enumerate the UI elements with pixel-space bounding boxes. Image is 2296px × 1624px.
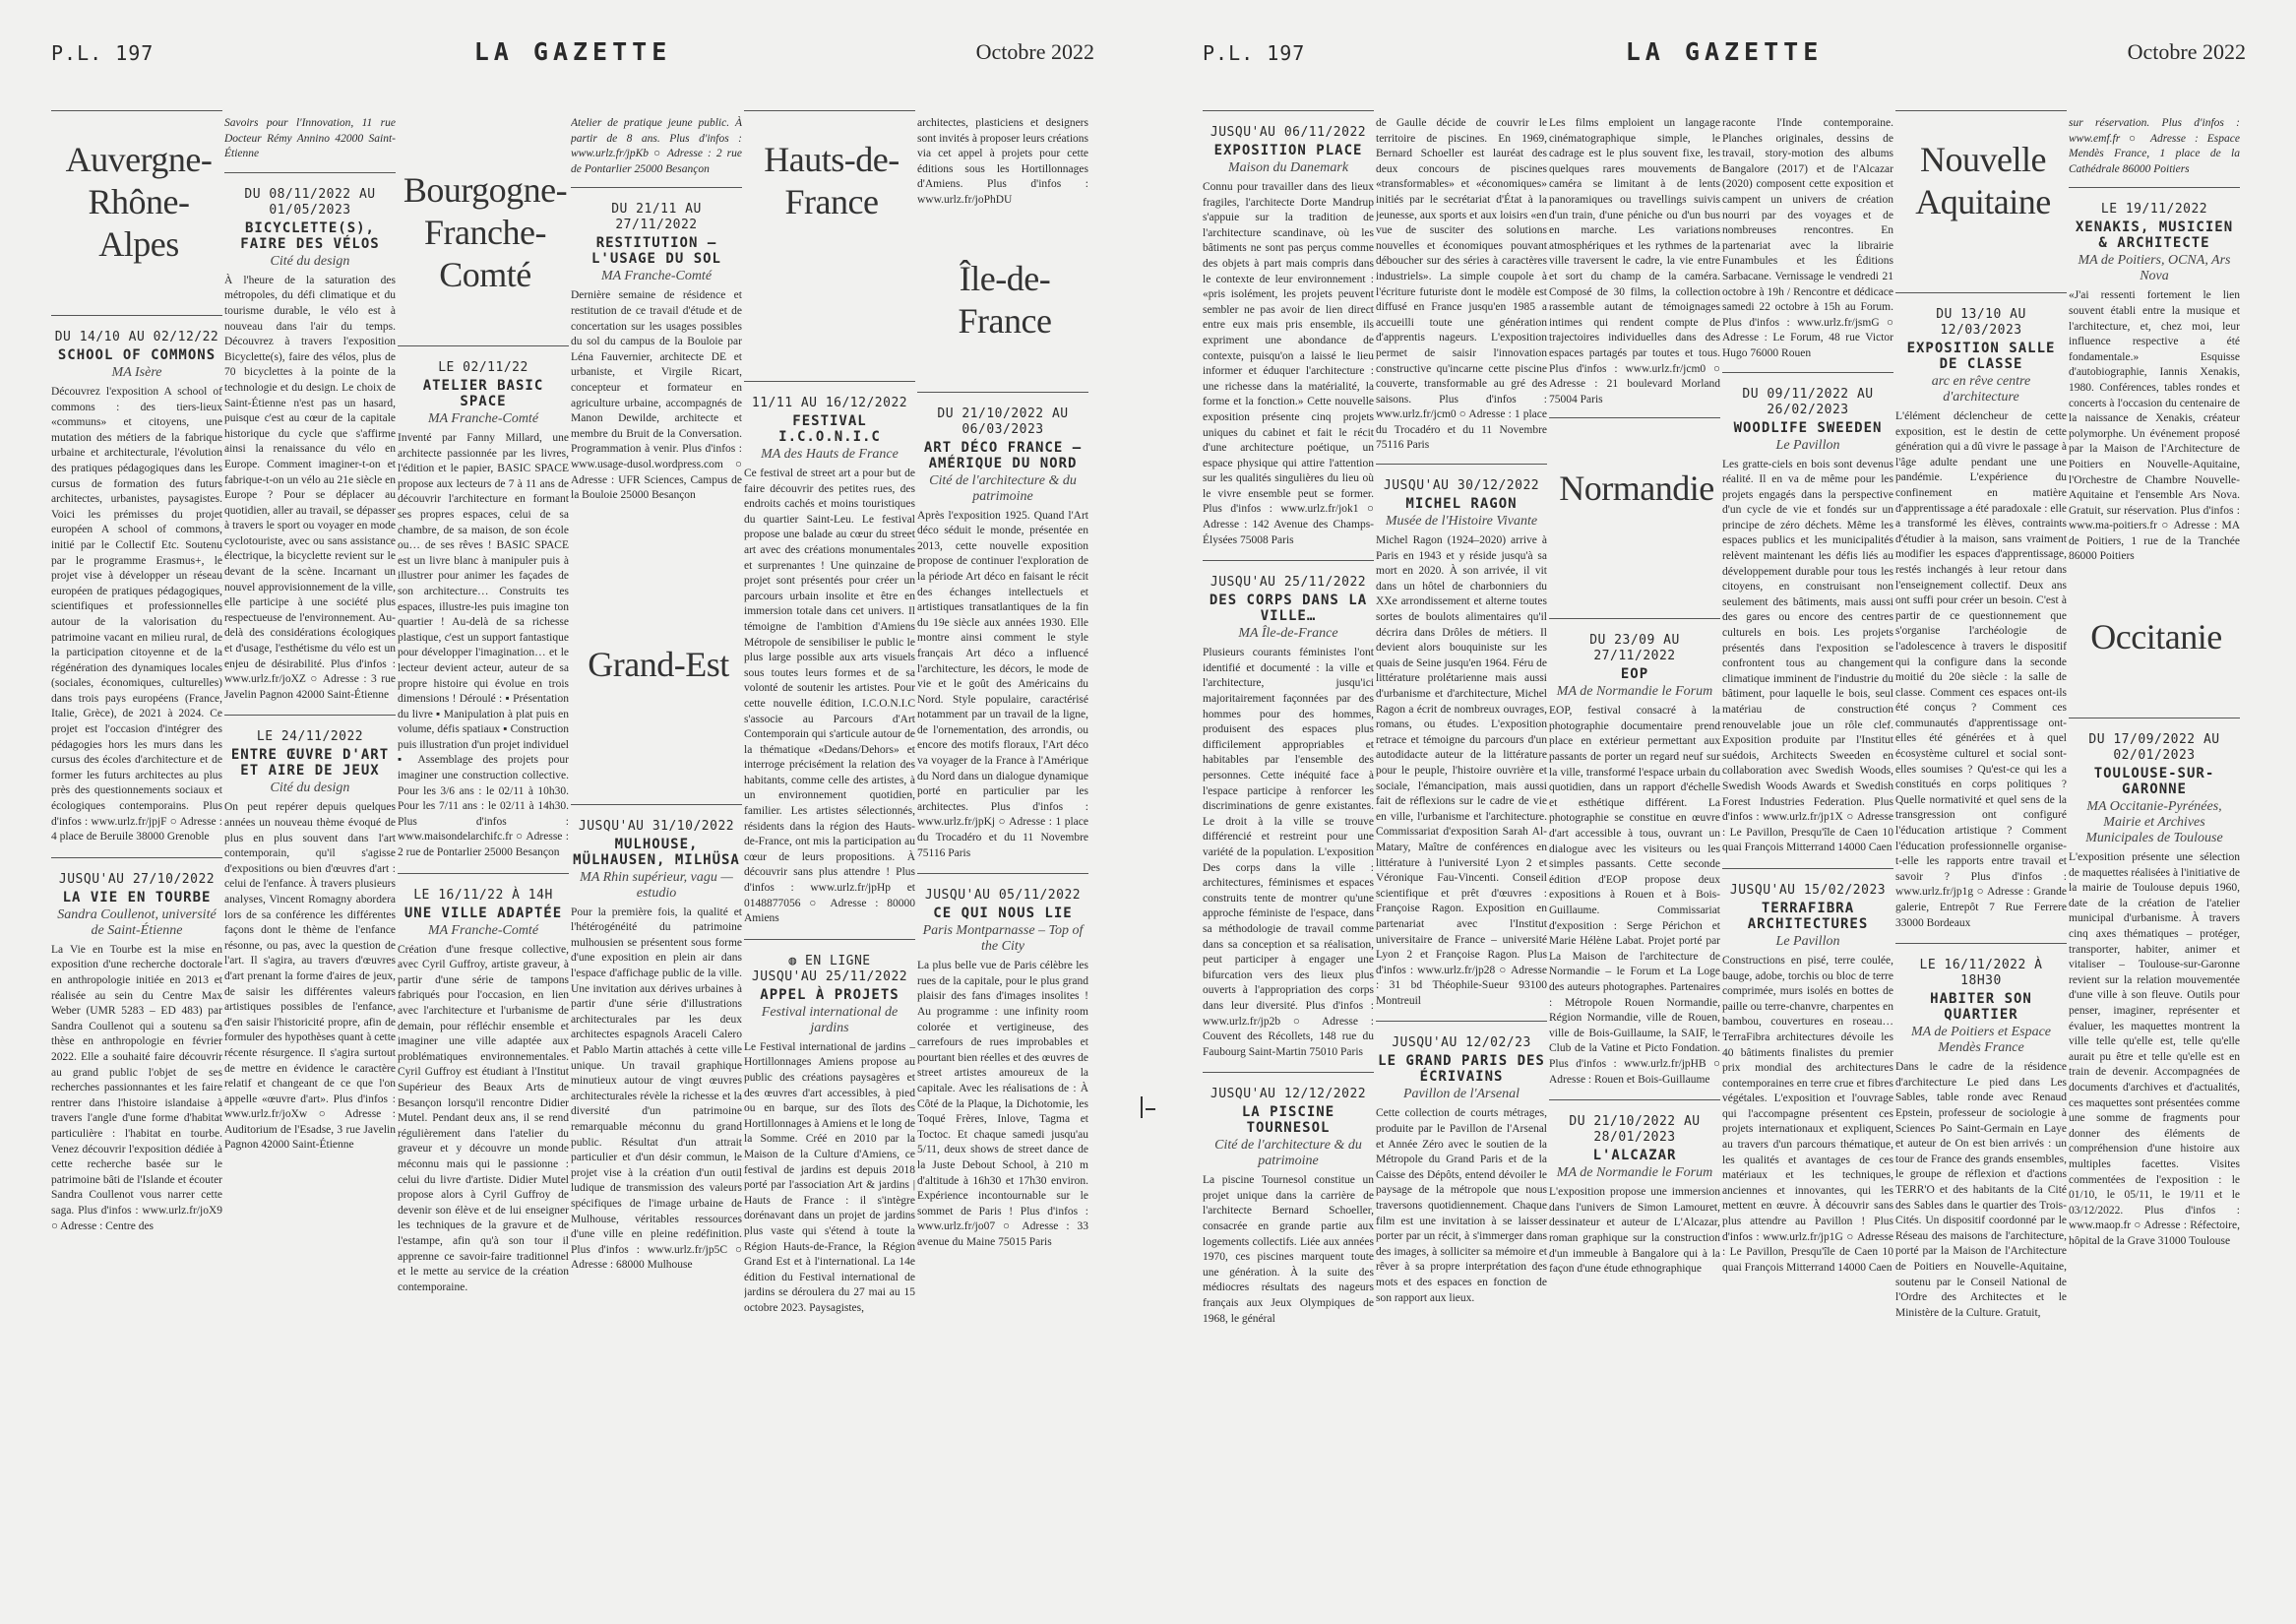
event-venue: MA Occitanie-Pyrénées, Mairie et Archives Municipales de Toulouse [2085,799,2223,846]
event-date: JUSQU'AU 27/10/2022 [58,871,216,887]
issue-date: Octobre 2022 [975,39,1094,64]
event-date: LE 19/11/2022 [2100,202,2208,218]
continued-text: Atelier de pratique jeune public. À partir de 8 ans. Plus d'infos : www.urlz.fr/jpKb ○ Adresse : 2 rue de Pontarlier 25000 Besançon [571,117,742,175]
event-title: LA VIE EN TOURBE [62,889,212,906]
column-4 [1722,110,1897,1606]
column-6 [2069,110,2244,1606]
event-entry [571,188,746,515]
event-venue: MA Franche-Comté [427,411,539,426]
event-date: DU 21/10/2022 AU 28/01/2023 [1569,1114,1701,1146]
continued-text: architectes, plasticiens et designers sont invités à proposer leurs créations via cet appel à projets pour cette éditions sous les Hortillonnages d'Amiens. Plus d'infos : www.urlz.fr/joPhDU [917,117,1088,206]
column-2 [1376,110,1551,1606]
event-title: MULHOUSE, MÜLHAUSEN, MILHÜSA [573,836,740,868]
event-body: Découvrez l'exposition A school of commons : des tiers-lieux «communs» et citoyens, une mutation des métiers de la fabrique urbaine et architecturale, l'évolution des pratiques pédagogiques dans les cursus de formation des futurs architectes, urbanistes, paysagistes. Voici les prémisses du projet européen A school of commons, initié par le Collectif Etc. Soutenu par le programme Erasmus+, le projet vise à développer un réseau européen de pratiques pédagogiques, scientifiques et professionnelles autour de la valorisation du patrimoine vacant en milieu rural, de la participation citoyenne et de la régénération des dynamiques locales (sociales, économiques, culturelles) dans trois pays européens (France, Italie, Grèce), de 2021 à 2024. Ce projet est l'occasion d'intégrer des pédagogies hors les murs dans les cursus des écoles d'architecture et de former les futurs architectes au plus près des questionnements sociaux et écologiques contemporains. Plus d'infos : www.urlz.fr/jpjF ○ Adresse : 4 place de Beruile 38000 Grenoble [51,386,222,843]
event-body: Après l'exposition 1925. Quand l'Art déco séduit le monde, présentée en 2013, cette nouvelle exposition propose de continuer l'exploration de la période Art déco en faisant le récit des échanges intellectuels et artistiques transatlantiques de la fin du 19e siècle aux années 1930. Elle montre ainsi comment le style français Art déco a influencé l'architecture, les décors, le mode de vie et le goût des Américains du Nord. Style populaire, caractérisé notamment par un travail de la ligne, de l'ornementation, des arrondis, ou encore des motifs floraux, l'Art déco va voyager de la France à l'Amérique du Nord dans un dialogue dynamique porté en particulier par les architectes. Plus d'infos : www.urlz.fr/jpKj ○ Adresse : 1 place du Trocadéro et du 11 Novembre 75116 Paris [917,509,1088,859]
event-body: L'exposition propose une immersion dans l'univers de Simon Lamouret, dessinateur et auteur de L'Alcazar, roman graphique sur la construction d'un immeuble à Bangalore qui à la façon d'une étude ethnographique [1549,1186,1720,1276]
page-header [1203,37,2246,77]
event-date: JUSQU'AU 12/12/2022 [1210,1087,1367,1102]
event-entry [1203,561,1378,1072]
event-entry [1376,465,1551,1021]
event-title: UNE VILLE ADAPTÉE [403,905,563,921]
region-heading: Île-de-France [958,258,1052,341]
event-venue: Festival international de jardins [761,1004,899,1035]
page-number: P.L. 197 [51,41,155,65]
fold-mark [1130,1096,1155,1122]
masthead: LA GAZETTE [1625,37,1824,66]
column-5 [744,110,919,1606]
region-heading: Hauts-de-France [764,140,900,221]
event-date: LE 24/11/2022 [256,729,364,745]
event-body: Cette collection de courts métrages, produite par le Pavillon de l'Arsenal et Année Zéro avec le soutien de la Métropole du Grand Paris et de la Caisse des Dépôts, entend dévoiler le paysage de la métropole que nous traversons quotidiennement. Chaque film est une invitation à se laisser porter par un récit, à s'immerger dans des images, à solliciter sa mémoire et rêver à sa propre interprétation des mots et des espaces en fonction de son rapport aux lieux. [1376,1107,1547,1304]
column-5 [1895,110,2071,1606]
event-title: ENTRE ŒUVRE D'ART ET AIRE DE JEUX [230,747,390,780]
event-title: LA PISCINE TOURNESOL [1241,1104,1335,1137]
region-heading: Bourgogne-Franche-Comté [403,170,568,294]
event-date: DU 14/10 AU 02/12/22 [54,330,219,344]
event-entry [917,874,1092,1262]
event-entry [224,716,400,1165]
event-body: Michel Ragon (1924–2020) arrive à Paris en 1943 et y réside jusqu'à sa mort en 2020. À son arrivée, il vit dans un hôtel de charbonniers du XXe arrondissement et alterne toutes sortes de boulots alimentaires qu'il décrira dans Drôles de métiers. Il devient alors bouquiniste sur les quais de Seine jusqu'en 1964. Féru de littérature prolétarienne mais aussi d'urbanisme et d'architecture, Michel Ragon a écrit de nombreux ouvrages, romans, ou études. L'exposition retrace et témoigne du parcours d'un autodidacte auteur de la littérature pour le peuple, l'histoire ouvrière et sociale, l'émancipation, mais aussi fait de réflexions sur le cadre de vie en ville, l'urbanisme et l'architecture. Commissariat d'exposition Sarah Al-Matary, Maître de conférences en littérature à l'université Lyon 2 et Véronique Fau-Vincenti. Conseil scientifique et prêt d'œuvres : Françoise Ragon. Exposition en partenariat avec l'Institut universitaire de France – université Lyon 2 et Françoise Ragon. Plus d'infos : www.urlz.fr/jp28 ○ Adresse : 31 bd Théophile-Sueur 93100 Montreuil [1376,534,1547,1007]
event-date: DU 08/11/2022 AU 01/05/2023 [244,186,376,218]
event-title: L'ALCAZAR [1592,1148,1677,1164]
event-title: FESTIVAL I.C.O.N.I.C [778,413,881,445]
event-date: 11/11 AU 16/12/2022 [751,396,908,410]
event-entry [1549,1100,1724,1289]
region-heading: Grand-Est [588,644,729,684]
event-date: LE 16/11/22 À 14H [413,887,553,903]
event-body: Pour la première fois, la qualité et l'hétérogénéité du patrimoine mulhousien se présentent sous forme d'une exposition en plein air dans l'espace d'affichage public de la ville. Une invitation aux dérives urbaines à partir d'une série d'illustrations architecturales par les deux architectes espagnols Araceli Calero et Pablo Martin attachés à cette ville unique. Un travail graphique minutieux autour de vingt œuvres architecturales révèle la richesse et la diversité d'un patrimoine remarquable méconnu du grand public. Résultat d'un attrait particulier et d'un désir commun, le projet vise à la création d'un outil ludique de transmission des valeurs spécifiques de l'image urbaine de Mulhouse, véritables ressources d'une ville en pleine redéfinition. Plus d'infos : www.urlz.fr/jp5C ○ Adresse : 68000 Mulhouse [571,906,742,1272]
event-entry [917,393,1092,874]
event-body: EOP, festival consacré à la photographie documentaire prend place en extérieur permettant aux passants de porter un regard neuf sur la ville, transformé l'espace urbain du quotidien, dans un rapport d'échelle et esthétique différent. La photographie se constitue en œuvre d'art accessible à tous, ouvrant un dialogue avec les visiteurs ou les simples passants. Cette seconde édition d'EOP propose deux expositions à Rouen et à Bois-Guillaume. Commissariat d'exposition : Serge Périchon et Marie Hélène Labat. Projet porté par La Maison de l'architecture de Normandie – le Forum et La Loge des auteurs photographes. Partenaires : Métropole Rouen Normandie, Région Normandie, ville de Rouen, ville de Bois-Guillaume, la SAIF, le Club de la Vatine et Picto Fondation. Plus d'infos : www.urlz.fr/jpHB ○ Adresse : Rouen et Bois-Guillaume [1549,705,1720,1086]
event-title: RESTITUTION – L'USAGE DU SOL [590,235,721,268]
event-entry [1722,373,1897,868]
region-heading: Normandie [1559,468,1714,509]
event-venue: Musée de l'Histoire Vivante [1385,514,1538,530]
page-header [51,37,1094,77]
continued-text: sur réservation. Plus d'infos : www.emf.fr ○ Adresse : Espace Mendès France, 1 place de la Cathédrale 86000 Poitiers [2069,117,2240,175]
event-body: À l'heure de la saturation des métropoles, du défi climatique et du tourisme durable, le vélo est à nouveau dans l'air du temps. Découvrez à travers l'exposition Bicyclette(s), faire des vélos, plus de 70 bicyclettes à la pointe de la technologie et du design. Le choix de Saint-Étienne n'est pas un hasard, puisque c'est au cœur de la capitale historique du cycle que s'affirme ainsi la renaissance du vélo en Europe. Comment imaginer-t-on et fabrique-t-on un vélo au 21e siècle en Europe ? Pour se déplacer au quotidien, aller au travail, se dépasser à travers le sport ou voyager en mode cyclotouriste, avec ou sans assistance électrique, la bicyclette revient sur le devant de la scène. Incarnant un nouvel approvisionnement de la ville, elle participe à une société plus respectueuse de l'environnement. Au-delà des considérations écologiques et d'usage, l'esthétisme du vélo est un enjeu de désirabilité. Plus d'infos : www.urlz.fr/joXZ ○ Adresse : 3 rue Javelin Pagnon 42000 Saint-Étienne [224,274,396,701]
event-entry [1895,293,2071,943]
event-body: Inventé par Fanny Millard, une architecte passionnée par les livres, l'édition et le papier, BASIC SPACE propose aux lecteurs de 7 à 11 ans de découvrir l'architecture en formant ses propres espaces, celui de sa chambre, de sa maison, de son école ou… de ses rêves ! BASIC SPACE est un livre blanc à manipuler puis à illustrer pour animer les façades de son architecture… Construits tes espaces, illustre-les puis imagine ton quartier ! Au-delà de sa richesse plastique, c'est un support fantastique pour développer l'imagination… et le lecteur devient acteur, auteur de sa propre histoire qui évolue en trois dimensions ! Déroulé : ▪ Présentation du livre ▪ Manipulation à plat puis en volume, défis spatiaux ▪ Construction puis illustration d'un projet individuel ▪ Assemblage des projets pour imaginer une construction collective. Pour les 3/6 ans : le 02/11 à 10h30. Pour les 7/11 ans : le 02/11 à 14h30. Plus d'infos : www.maisondelarchifc.fr ○ Adresse : 2 rue de Pontarlier 25000 Besançon [398,432,569,859]
event-venue: MA de Poitiers et Espace Mendès France [1910,1025,2052,1056]
event-entry [1722,869,1897,1287]
masthead: LA GAZETTE [473,37,672,66]
event-body: Les gratte-ciels en bois sont devenus réalité. Il en va de même pour les projets engagés dans la perspective d'un cycle de vie et fondés sur un principe de zéro déchets. Même les espaces publics et les municipalités relèvent maintenant les défis liés au développement durable pour tous les citoyens, en construisant non seulement des bâtiments, mais aussi des gares ou encore des centres culturels en bois. Les projets présentés dans l'exposition se confrontent tous au changement climatique imminent de l'industrie du bâtiment, pour laquelle le bois, seul matériau de construction renouvelable joue un rôle clef. Exposition produite par l'Institut suédois, Architects Sweeden en collaboration avec Swedish Woods, Swedish Woods Awards et Swedish Forest Industries Federation. Plus d'infos : www.urlz.fr/jp1X ○ Adresse : Le Pavillon, Presqu'île de Caen 10 quai François Mitterrand 14000 Caen [1722,458,1893,854]
event-entry [571,805,746,1285]
event-entry [1203,1073,1378,1339]
event-body: Connu pour travailler dans des lieux fragiles, l'architecte Dorte Mandrup s'appuie sur la tradition de l'architecture scandinave, où les bâtiments ne sont pas perçus comme des objets à part mais compris dans le contexte de leur environnement : «pris isolément, les projets peuvent sembler ne pas avoir de lien direct entre eux mais pris ensemble, ils expriment une abondance de contexte, puisqu'on a laissé le lieu informer et éduquer l'architecture : une richesse dans la matérialité, la forme et la fonction.» Cette nouvelle exposition présente cinq projets uniques du cabinet et fait le récit d'une architecture poétique, un espace physique qui attire l'attention sur les qualités singulières du lieu où le vivre ensemble peut se former. Plus d'infos : www.urlz.fr/jok1 ○ Adresse : 142 Avenue des Champs-Élysées 75008 Paris [1203,181,1374,546]
event-date: DU 09/11/2022 AU 26/02/2023 [1742,386,1874,417]
column-6 [917,110,1092,1606]
event-body: Le Festival international de jardins – Hortillonnages Amiens propose au public des créations paysagères et des œuvres d'art accessibles, à pied ou en barque, sur des îlots des Hortillonnages à Amiens et le long de la Somme. Créé en 2010 par la Maison de la Culture d'Amiens, ce festival de jardins est depuis 2018 porté par l'association Art & jardins | Hauts de France : il s'intègre dorénavant dans un projet de jardins plus vaste qui s'étend à toute la Région Hauts-de-France, la Région Grand Est et à l'international. La 14e édition du Festival international de jardins se déroulera du 27 mai au 15 octobre 2023. Paysagistes, [744,1040,915,1314]
event-date: JUSQU'AU 30/12/2022 [1383,478,1540,494]
event-venue: Le Pavillon [1775,437,1840,453]
event-body: On peut repérer depuis quelques années un nouveau thème évoqué de plus en plus souvent dans l'art contemporain, qu'il s'agisse d'expositions ou bien d'œuvres d'art : celui de l'enfance. À travers plusieurs analyses, Vincent Romagny abordera lors de sa conférence les différentes façons dont le thème de l'enfance résonne, ou pas, avec la question de l'art. Il s'agira, au travers d'œuvres d'art prenant la forme d'aires de jeux, de saisir les différentes valeurs artistiques possibles de l'enfance, d'en saisir l'historicité propre, afin de formuler des hypothèses quant à cette récente résurgence. Il s'agira surtout de mettre en évidence le caractère relatif et changeant de ce que l'on appelle «œuvre d'art». Plus d'infos : www.urlz.fr/joXw ○ Adresse : Auditorium de l'Esadse, 3 rue Javelin Pagnon 42000 Saint-Étienne [224,801,396,1152]
event-body: L'élément déclencheur de cette exposition, est le destin de cette génération qui a dû vivre le passage à l'âge adulte pendant une une pandémie. L'expérience du confinement en matière d'apprentissage a été paradoxale : elle a transformé les élèves, contraints d'étudier à la maison, sans vraiment modifier les espaces d'apprentissage, restés inchangés à leur retour dans l'enseignement collectif. Deux ans ont suffi pour créer un besoin. C'est à partir de ce questionnement que s'organise l'archéologie de l'adolescence à travers le dispositif qui la configure dans la seconde moitié du 20e siècle : la salle de classe. Comment ces espaces ont-ils été conçus ? Comment ces communautés d'apprentissage ont-elles été générées et à quel écosystème culturel et social sont-elles soumises ? Qu'est-ce qui les a constitués en corps politiques ? Quelle normativité et quel sens de la transgression ont configuré l'éducation artistique ? Comment l'éducation professionnelle organise-t-elle les rapports entre travail et savoir ? Plus d'infos : www.urlz.fr/jp1g ○ Adresse : Grande galerie, Entrepôt 7 Rue Ferrere 33000 Bordeaux [1895,410,2067,929]
event-title: APPEL À PROJETS [760,986,900,1003]
event-date: JUSQU'AU 06/11/2022 [1210,125,1367,140]
event-venue: Sandra Coullenot, université de Saint-Étienne [57,906,217,938]
column-3 [1549,110,1724,1606]
event-date: DU 17/09/2022 AU 02/01/2023 [2088,732,2220,764]
event-venue: Cité du design [270,781,350,796]
event-venue: MA de Normandie le Forum [1556,1165,1713,1181]
event-date: JUSQU'AU 31/10/2022 [578,818,735,834]
event-date: DU 21/11 AU 27/11/2022 [611,202,702,233]
event-entry [744,940,919,1329]
continued-text: Savoirs pour l'Innovation, 11 rue Docteur Rémy Annino 42000 Saint-Étienne [224,117,396,160]
event-title: LE GRAND PARIS DES ÉCRIVAINS [1378,1053,1545,1086]
event-body: Dernière semaine de résidence et restitution de ce travail d'étude et de concertation sur les usages possibles du sol du campus de la Bouloie par Léna Fauvernier, architecte DE et urbaniste, et Virgile Ricart, concepteur et formateur en agriculture urbaine, accompagnés de Manon Dewilde, architecte et membre du Bruit de la Conversation. Programmation à venir. Plus d'infos : www.usage-dusol.wordpress.com ○ Adresse : UFR Sciences, Campus de la Bouloie 25000 Besançon [571,289,742,502]
online-flag: ◍ EN LIGNE [788,953,871,968]
event-title: MICHEL RAGON [1405,496,1518,513]
event-title: CE QUI NOUS LIE [933,906,1073,922]
event-title: TOULOUSE-SUR-GARONNE [2093,766,2215,798]
event-date: JUSQU'AU 25/11/2022 [751,968,908,984]
event-venue: MA des Hauts de France [761,447,899,462]
column-2 [224,110,400,1606]
event-venue: Le Pavillon [1775,933,1840,949]
event-venue: MA Isère [111,365,162,380]
continued-text: raconte l'Inde contemporaine. Planches originales, dessins de travail, story-motion des albums Bangalore (2017) et de l'Alcazar (2020) composent cette exposition et campent un univers de création nourri par des voyages et de nombreuses rencontres. En partenariat avec la librairie Funambules et les Éditions Sarbacane. Vernissage le vendredi 21 octobre à 19h / Rencontre et dédicace samedi 22 octobre à 15h au Forum. Plus d'infos : www.urlz.fr/jsmG ○ Adresse : Le Forum, 48 rue Victor Hugo 76000 Rouen [1722,117,1893,359]
event-entry [744,382,919,939]
event-venue: MA de Poitiers, OCNA, Ars Nova [2078,253,2231,284]
event-entry [224,173,400,716]
event-entry [398,346,573,873]
event-venue: Cité de l'architecture & du patrimoine [929,472,1077,504]
event-venue: Paris Montparnasse – Top of the City [922,923,1084,955]
column-1 [51,110,226,1606]
event-title: XENAKIS, MUSICIEN & ARCHITECTE [2075,219,2234,252]
event-title: ART DÉCO FRANCE – AMÉRIQUE DU NORD [923,439,1083,471]
column-4 [571,110,746,1606]
event-date: LE 02/11/22 [438,360,528,375]
event-date: LE 16/11/2022 À 18H30 [1919,958,2043,989]
event-venue: Pavillon de l'Arsenal [1402,1087,1520,1102]
event-title: TERRAFIBRA ARCHITECTURES [1747,900,1869,932]
left-page [51,0,1144,1624]
event-venue: MA Franche-Comté [600,269,713,284]
event-entry [398,874,573,1308]
event-venue: Maison du Danemark [1227,160,1349,175]
event-title: DES CORPS DANS LA VILLE… [1209,593,1368,625]
region-heading: Auvergne-Rhône-Alpes [65,140,213,264]
event-entry [51,316,226,857]
event-entry [1549,619,1724,1099]
event-title: SCHOOL OF COMMONS [57,347,217,363]
event-entry [1895,944,2071,1333]
event-body: Ce festival de street art a pour but de faire découvrir des petites rues, des endroits cachés et moins touristiques du quartier Saint-Leu. Le festival propose une balade au cœur du street art avec des créations monumentales et surprenantes ! Une quinzaine de projet sont présentés pour créer un parcours urbain insolite et être en immersion totale dans cet univers. Il témoigne de l'ambition d'Amiens Métropole de sensibiliser le public le plus large possible aux arts visuels sous toutes leurs formes et de sa volonté de soutenir les artistes. Pour cette nouvelle édition, I.C.O.N.I.C s'associe au Parcours d'Art Contemporain qui s'articule autour de la thématique «Dedans/Dehors» et interroge précisément la relation des habitants, comme celle des artistes, à un environnement quotidien, familier. Les artistes sélectionnés, résidents dans la région des Hauts-de-France, ont mis la participation au cœur de leurs propositions. À découvrir sans plus attendre ! Plus d'infos : www.urlz.fr/jpHp et 0148877056 ○ Adresse : 80000 Amiens [744,468,915,925]
issue-date: Octobre 2022 [2127,39,2246,64]
event-venue: Cité du design [270,253,350,269]
event-title: ATELIER BASIC SPACE [422,378,544,409]
event-title: BICYCLETTE(S), FAIRE DES VÉLOS [240,219,380,252]
event-date: DU 21/10/2022 AU 06/03/2023 [937,406,1069,437]
event-date: DU 13/10 AU 12/03/2023 [1936,307,2026,338]
event-entry [2069,718,2244,1261]
column-1 [1203,110,1378,1606]
event-venue: arc en rêve centre d'architecture [1931,374,2031,405]
event-date: JUSQU'AU 25/11/2022 [1210,575,1367,591]
event-title: HABITER SON QUARTIER [1930,991,2032,1024]
event-body: Constructions en pisé, terre coulée, bauge, adobe, torchis ou bloc de terre comprimée, murs isolés en bottes de paille ou terre-chanvre, charpentes en bambou, couvertures en roseau… TerraFibra architectures dévoile les 40 bâtiments finalistes du premier prix mondial des architectures contemporaines en terre crue et fibres végétales. L'exposition et l'ouvrage qui l'accompagne présentent ces projets internationaux et expliquent, au travers d'un parcours thématique, les qualités et avantages de ces matériaux et les techniques, anciennes et innovantes, qui les mettent en œuvre. À découvrir sans plus attendre au Pavillon ! Plus d'infos : www.urlz.fr/jp1G ○ Adresse : Le Pavillon, Presqu'île de Caen 10 quai François Mitterrand 14000 Caen [1722,954,1893,1274]
event-body: Plusieurs courants féministes l'ont identifié et documenté : la ville et l'architecture, jusqu'ici majoritairement façonnées par des hommes pour des hommes, produisent des espaces plus difficilement appropriables et habitables par l'ensemble des personnes. Cette inéquité face à l'espace participe à renforcer les discriminations de genre existantes. Le droit à la ville se trouve différencié et restreint pour une variété de la population. L'exposition Des corps dans la ville : architectures, féminismes et espaces construits tente de montrer qu'une approche féministe de l'espace, dans sa méthodologie de travail comme dans sa conception et sa réalisation, peut participer à engager une bifurcation vers des lieux plus ouverts à l'appropriation des corps dans leur diversité. Plus d'infos : www.urlz.fr/jp2b ○ Adresse : Couvent des Récollets, 148 rue du Faubourg Saint-Martin 75010 Paris [1203,647,1374,1058]
event-title: WOODLIFE SWEEDEN [1733,419,1883,436]
event-venue: MA de Normandie le Forum [1556,684,1713,700]
event-body: L'exposition présente une sélection de maquettes réalisées à l'initiative de la mairie de Toulouse depuis 1960, date de la création de l'atelier municipal d'urbanisme. À travers cinq axes thématiques – protéger, transporter, habiter, animer et vitaliser – Toulouse-sur-Garonne revient sur la relation mouvementée d'une ville à son fleuve. Outils pour penser, imaginer, représenter et évaluer, les maquettes montrent la ville telle qu'elle est, telle qu'elle aurait pu être et telle qu'elle est en train de devenir. Accompagnées de documents d'archives et d'actualités, ces maquettes sont présentées comme une somme de fragments pour donner des éléments de compréhension d'une histoire aux multiples facettes. Visites commentées de l'exposition : le 01/10, le 05/11, le 19/11 et le 03/12/2022. Plus d'infos : www.maop.fr ○ Adresse : Réfectoire, hôpital de la Grave 31000 Toulouse [2069,851,2240,1247]
event-entry [1376,1022,1551,1318]
event-body: La piscine Tournesol constitue un projet unique dans la carrière de l'architecte Bernard Schoeller, consacrée en grande partie aux logements collectifs. Liée aux années 1970, ces piscines marquent toute une génération. À la suite des médiocres résultats des nageurs français aux Jeux Olympiques de 1968, le général [1203,1174,1374,1325]
column-3 [398,110,573,1606]
event-entry [1203,111,1378,560]
event-venue: Cité de l'architecture & du patrimoine [1214,1138,1362,1169]
continued-text: de Gaulle décide de couvrir le territoire de piscines. En 1969, Bernard Schoeller est lauréat des deux concours de piscines «transformables» et «économiques» initiés par le secrétariat d'État à la jeunesse, aux sports et aux loisirs «en vue de susciter des solutions nouvelles et économiques pouvant déboucher sur des séries à caractères industriels». La simple coupole à l'écriture futuriste dont le modèle est diffusé en France jusqu'en 1985 a accueilli toute une génération d'apprentis nageurs. L'exposition permet de saisir l'innovation constructive qu'incarne cette piscine couverte, transformable au gré des saisons. Plus d'infos : www.urlz.fr/jcm0 ○ Adresse : 1 place du Trocadéro et du 11 Novembre 75116 Paris [1376,117,1547,452]
event-date: JUSQU'AU 15/02/2023 [1729,882,1887,898]
event-venue: MA Île-de-France [1238,626,1338,642]
continued-text: Les films emploient un langage cinématographique simple, le cadrage est le plus souvent fixe, les quelques rares mouvements de caméra se limitant à de lents panoramiques ou travellings suivis d'un train, d'une péniche ou d'un bus en marche. Les variations atmosphériques et les rythmes de la ville traversent le cadre, la vie entre et sort du champ de la caméra. Composé de 30 films, la collection rassemble autant de témoignages intimes qui rendent compte de trajectoires individuelles dans des espaces partagés par toutes et tous. Plus d'infos : www.urlz.fr/jcm0 ○ Adresse : 21 boulevard Morland 75004 Paris [1549,117,1720,406]
page-number: P.L. 197 [1203,41,1306,65]
region-heading: Occitanie [2090,617,2222,657]
event-title: EXPOSITION PLACE [1213,143,1363,158]
event-title: EXPOSITION SALLE DE CLASSE [1906,341,2056,372]
event-entry [2069,188,2244,577]
event-body: «J'ai ressenti fortement le lien souvent établi entre la musique et l'architecture, et, chez moi, leur influence respective a été fondamentale.» Esquisse d'autobiographie, Iannis Xenakis, 1980. Conférences, tables rondes et concerts à l'occasion du centenaire de la naissance de Xenakis, créateur polymorphe. Un événement proposé par la Maison de l'Architecture de Poitiers en Nouvelle-Aquitaine, l'Orchestre de Chambre Nouvelle-Aquitaine et l'ensemble Ars Nova. Gratuit, sur réservation. Plus d'infos : www.ma-poitiers.fr ○ Adresse : MA de Poitiers, 1 rue de la Tranchée 86000 Poitiers [2069,289,2240,563]
event-date: JUSQU'AU 05/11/2022 [924,888,1082,904]
event-venue: MA Franche-Comté [427,922,539,938]
event-date: DU 23/09 AU 27/11/2022 [1589,633,1680,664]
event-body: La plus belle vue de Paris célèbre les rues de la capitale, pour le plus grand plaisir des fans d'images insolites ! Au programme : une infinity room colorée et vertigineuse, des carrefours de rues improbables et pourtant bien réelles et des œuvres de street artistes amoureux de la capitale. Avec les réalisations de : À Côté de la Plaque, la Dichotomie, les Toqué Frères, Inlove, Tagma et Toctoc. Et chaque samedi jusqu'au 5/11, deux shows de street dance de la Juste Debout School, à 210 m d'altitude à 16h30 et 17h30 environ. Expérience incontournable sur le sommet de Paris ! Plus d'infos : www.urlz.fr/jo07 ○ Adresse : 33 avenue du Maine 75015 Paris [917,960,1088,1248]
event-title: EOP [1620,666,1649,683]
event-venue: MA Rhin supérieur, vagu — estudio [580,869,733,901]
event-body: Création d'une fresque collective, avec Cyril Guffroy, artiste graveur, à partir d'une série de tampons fabriqués pour l'occasion, en lien avec l'architecture et l'urbanisme de demain, pour réfléchir ensemble et imaginer une ville adaptée aux problématiques environnementales. Cyril Guffroy est étudiant à l'Institut Supérieur des Beaux Arts de Besançon lorsqu'il rencontre Didier Mutel. Pendant deux ans, il se rend régulièrement dans l'atelier du graveur et y découvre un monde méconnu mais qui le passionne : celui du livre d'artiste. Didier Mutel propose alors à Cyril Guffroy de devenir son élève et de lui enseigner les techniques de la gravure et de l'estampe, afin qu'à son tour il apprenne ce savoir-faire traditionnel et le mette au service de la création contemporaine. [398,943,569,1293]
right-page [1203,0,2295,1624]
event-date: JUSQU'AU 12/02/23 [1392,1035,1531,1051]
region-heading: Nouvelle Aquitaine [1915,140,2051,221]
event-body: Dans le cadre de la résidence d'architecture Le pied dans Les Sables, table ronde avec Renaud Epstein, professeur de sociologie à Sciences Po Saint-Germain en Laye et auteur de On est bien arrivés : un tour de France des grands ensembles, le groupe de réflexion et d'actions TERR'O et des habitants de la Cité des Sables dans le quartier des Trois-Cités. Un dispositif coordonné par le Réseau des maisons de l'architecture, porté par la Maison de l'Architecture de Poitiers en Nouvelle-Aquitaine, soutenu par le Conseil National de l'Ordre des Architectes et le Ministère de la Culture. Gratuit, [1895,1061,2067,1319]
event-entry [51,858,226,1246]
event-body: La Vie en Tourbe est la mise en exposition d'une recherche doctorale en anthropologie initiée en 2013 et réalisée au sein du Centre Max Weber (UMR 5283 – ED 483) par Sandra Coullenot qui a soutenu sa thèse en anthropologie en février 2022. Elle a souhaité faire découvrir au grand public l'objet de ses recherches passionnantes et les faire rentrer dans l'histoire islandaise à travers l'angle d'une forme d'habitat particulière : l'habitat en tourbe. Venez découvrir l'exposition dédiée à cette recherche basée sur le patrimoine bâti de l'Islande et écouter Sandra Coullenot vous narrer cette saga. Plus d'infos : www.urlz.fr/joX9 ○ Adresse : Centre des [51,943,222,1232]
